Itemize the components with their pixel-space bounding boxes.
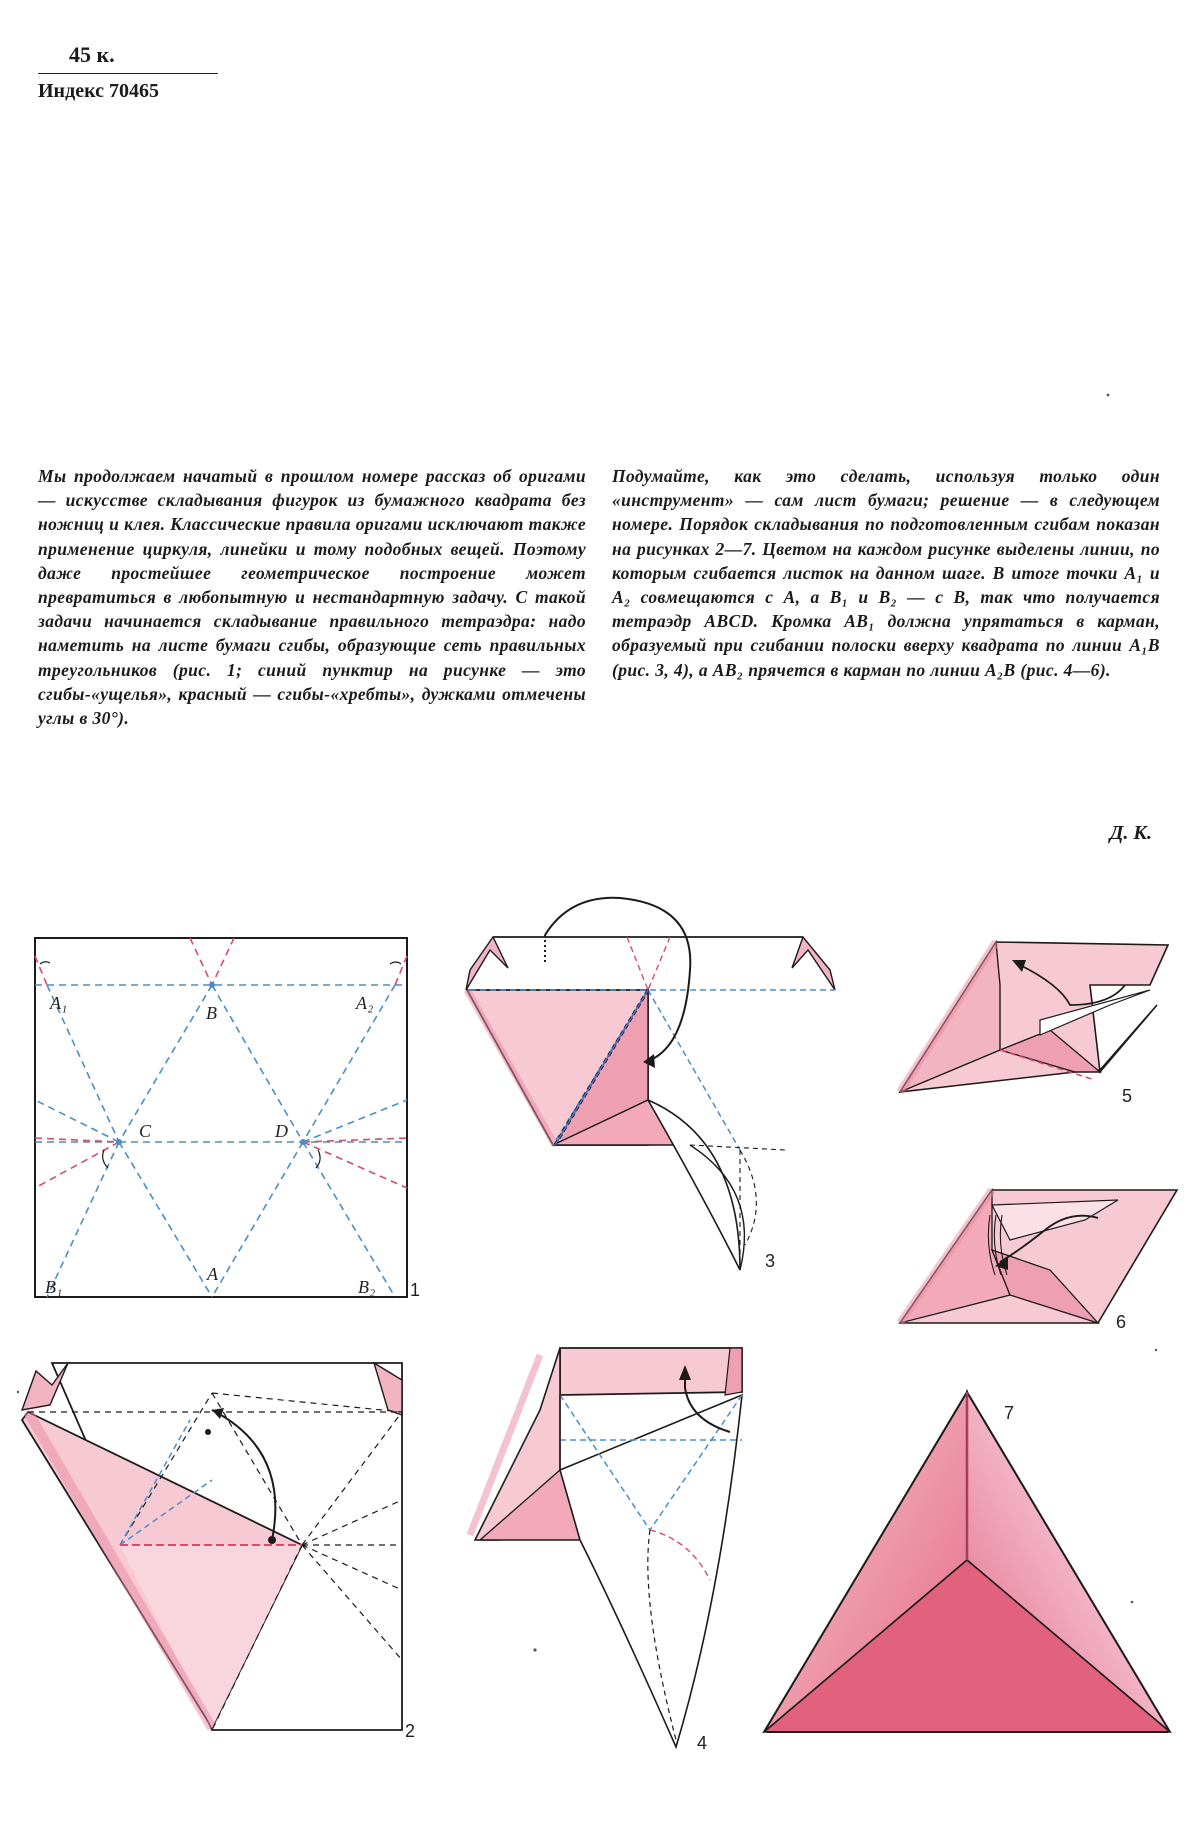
figure-3-number: 3: [765, 1251, 776, 1271]
figure-1: [35, 938, 420, 1300]
figure-2-number: 2: [405, 1721, 416, 1741]
figure-7-number: 7: [1004, 1403, 1015, 1423]
figure-4-number: 4: [697, 1733, 708, 1753]
figure-4: [470, 1348, 742, 1753]
label-C: C: [139, 1121, 152, 1141]
figure-5-number: 5: [1122, 1086, 1133, 1106]
label-D: D: [275, 1121, 288, 1141]
label-A1: A₁: [50, 993, 68, 1013]
label-B: B: [206, 1003, 217, 1023]
figure-5: [900, 942, 1168, 1106]
figure-2: [22, 1363, 415, 1741]
article-column-left: Мы продолжаем начатый в прошлом номере рассказ об оригами — искусстве складывания фигурок из бумажного квадрата без ножниц и клея. Классические правила оригами исключают также применение циркуля, линейки и тому подобных вещей. Поэтому даже простейшее геометрическое построение может превратиться в любопытную и нестандартную задачу. С такой задачи начинается складывание правильного тетраэдра: надо наметить на листе бумаги сгибы, образующие сеть правильных треугольников (рис. 1; синий пунктир на рисунке — это сгибы-«ущелья», красный — сгибы-«хребты», дужками отмечены углы в 30°).: [38, 466, 586, 729]
figure-7: [764, 1392, 1170, 1732]
subscription-index: Индекс 70465: [38, 80, 159, 102]
label-A2: A₂: [356, 993, 374, 1013]
label-A: A: [207, 1264, 218, 1284]
figure-6: [900, 1190, 1177, 1332]
figure-6-number: 6: [1116, 1312, 1127, 1332]
label-B2: B₂: [358, 1277, 376, 1297]
label-B1: B₁: [45, 1277, 63, 1297]
author-signature: Д. К.: [1109, 822, 1152, 844]
price: 45 к.: [69, 42, 115, 67]
article-column-right: Подумайте, как это сделать, используя только один «инструмент» — сам лист бумаги; решение — в следующем номере. Порядок складывания по подготовленным сгибам показан на рисунках 2—7. Цветом на каждом рисунке выделены линии, по которым сгибается листок на данном шаге. В итоге точки A₁ и A₂ совмещаются с A, а B₁ и B₂ — с B, так что получается тетраэдр ABCD. Кромка AB₁ должна упрятаться в карман, образуемый при сгибании полоски вверху квадрата по линии A₁B (рис. 3, 4), а AB₂ прячется в карман по линии A₂B (рис. 4—6).: [612, 466, 1160, 680]
figure-3: [466, 898, 835, 1271]
figure-1-number: 1: [410, 1280, 421, 1300]
